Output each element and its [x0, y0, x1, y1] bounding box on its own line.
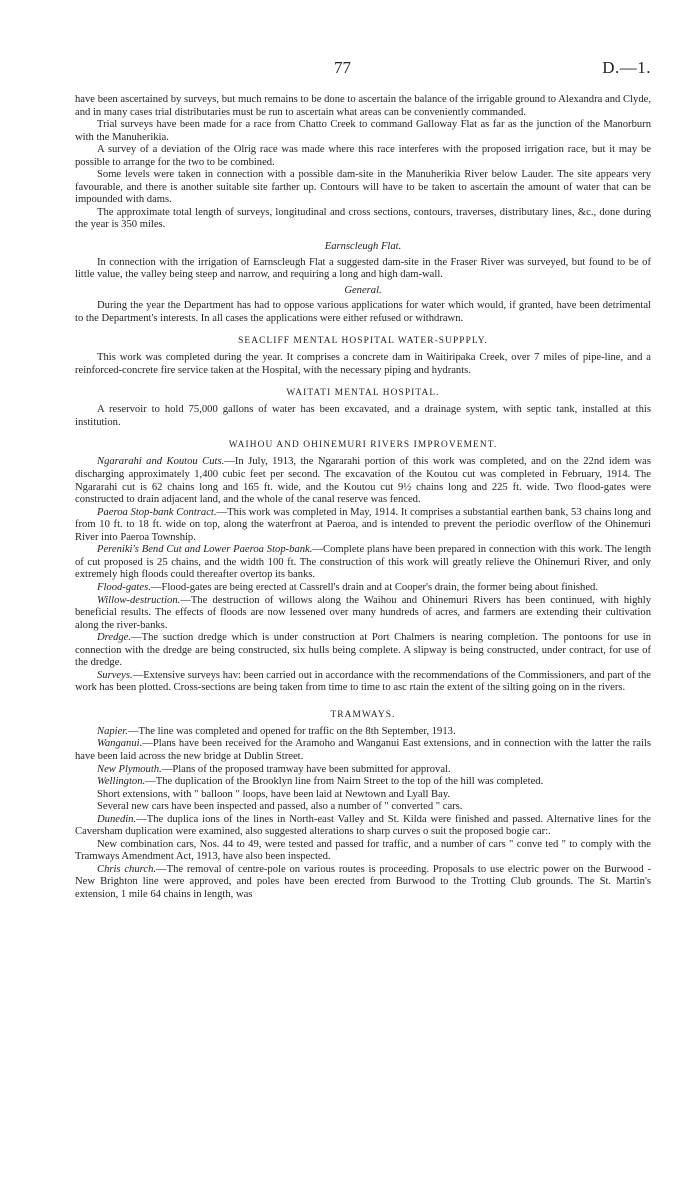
paragraph: [75, 726, 651, 739]
paragraph-lead: Pereniki's Bend Cut and Lower Paeroa Stop-bank.: [97, 544, 313, 556]
seacliff-section: [75, 335, 651, 377]
paragraph-text: —The line was completed and opened for traffic on the 8th September, 1913.: [127, 725, 456, 737]
paragraph-text: —The duplication of the Brooklyn line from Nairn Street to the top of the hill was completed.: [145, 776, 544, 788]
paragraph: [75, 764, 651, 777]
paragraph: [75, 814, 651, 839]
paragraph-text: New combination cars, Nos. 44 to 49, were tested and passed for traffic, and a number of cars " conve ted " to comply with the Tramways Amendment Act, 1913, have also been inspected.: [75, 838, 651, 863]
paragraph-lead: Wanganui.: [97, 738, 143, 750]
paragraph-text: —Complete plans have been prepared in connection with this work. The length of cut proposed is 25 chains, and the width 100 ft. The construction of this work will greatly relieve the Ohinemuri River, and only extremely high floods could thereafter overtop its banks.: [75, 544, 651, 581]
paragraph-text: —The removal of centre-pole on various routes is proceeding. Proposals to use electric power on the Burwood - New Brighton line were approved, and poles have been erected from Burwood to the Trotting Club grounds. The St. Martin's extension, 1 mile 64 chains in length, was: [75, 863, 652, 900]
paragraph: [75, 789, 651, 802]
paragraph: [75, 456, 651, 506]
paragraph: A reservoir to hold 75,000 gallons of water has been excavated, and a drainage system, with septic tank, installed at this institution.: [75, 404, 651, 428]
tramways-section: [75, 709, 651, 902]
paragraph-text: Short extensions, with " balloon " loops, have been laid at Newtown and Lyall Bay.: [97, 788, 451, 800]
paragraph: A survey of a deviation of the Olrig race was made where this race interferes with the proposed irrigation race, but it may be possible to arrange for the two to be combined.: [75, 144, 651, 168]
paragraph-lead: Dredge.: [97, 632, 132, 644]
paragraph-text: —The destruction of willows along the Waihou and Ohinemuri Rivers has been continued, with highly beneficial results. The effects of floods are now lessened over many hundreds of acres, and farmers are extending their cultivation along the river-banks.: [75, 594, 651, 631]
paragraph-lead: Chris church.: [97, 863, 157, 875]
paragraph: [75, 801, 651, 814]
paragraph-text: —This work was completed in May, 1914. It comprises a substantial earthen bank, 53 chains long and from 10 ft. to 18 ft. wide on top, along the waterfront at Paeroa, and is intended to prevent the periodic overflow of the Ohinemuri River into Paeroa Township.: [75, 506, 651, 543]
paragraph: [75, 507, 651, 545]
paragraph: [75, 582, 651, 595]
paragraph: In connection with the irrigation of Earnscleugh Flat a suggested dam-site in the Fraser River was surveyed, but found to be of little value, the valley being steep and narrow, and requiring a long and high dam-wall.: [75, 256, 651, 281]
document-reference: D.—1.: [602, 58, 651, 77]
page-header: [75, 58, 651, 88]
waitati-section: [75, 387, 651, 429]
paragraph: During the year the Department has had to oppose various applications for water which would, if granted, have been detrimental to the Department's interests. In all cases the applications were either refused or withdrawn.: [75, 300, 651, 324]
paragraph-lead: Willow-destruction.: [97, 594, 181, 606]
paragraph-lead: Dunedin.: [97, 813, 137, 825]
paragraph-text: —Plans have been received for the Aramoho and Wanganui East extensions, and in connection with the latter the rails have been laid across the new bridge at Dublin Street.: [75, 738, 651, 762]
paragraph: have been ascertained by surveys, but much remains to be done to ascertain the balance of the irrigable ground to Alexandra and Clyde, and in many cases trial distributaries must be run to ascertain what areas can be conveniently commanded.: [75, 94, 651, 118]
subheading: General.: [344, 284, 382, 296]
paragraph-text: —In July, 1913, the Ngararahi portion of this work was completed, and on the 22nd idem was discharging approximately 1,400 cubic feet per second. The excavation of the Koutou cut was completed in February, 1914. The Ngararahi cut is 62 chains long and 165 ft. wide, and the Koutou cut 9½ chains long and 225 ft. wide. Two flood-gates were constructed to drain adjacent land, and the whole of the canal reserve was fenced.: [75, 456, 651, 506]
section-heading: WAITATI MENTAL HOSPITAL.: [286, 388, 440, 399]
paragraph: [75, 670, 651, 695]
paragraph-lead: Paeroa Stop-bank Contract.: [97, 506, 217, 518]
paragraph: [75, 738, 651, 763]
section-heading: TRAMWAYS.: [330, 709, 396, 720]
earnscleugh-section: [75, 241, 651, 282]
paragraph: Some levels were taken in connection with a possible dam-site in the Manuherikia River below Lauder. The site appears very favourable, and there is another suitable site farther up. Contours will have to be taken to ascertain the amount of water that can be impounded with dams.: [75, 169, 651, 206]
paragraph-text: —Plans of the proposed tramway have been submitted for approval.: [161, 763, 451, 775]
paragraph-text: —Extensive surveys hav: been carried out in accordance with the recommendations of the Commissioners, and part of the work has been plotted. Cross-sections are being taken from time to time to asc rtain the extent of the silting going on in the rivers.: [75, 669, 651, 694]
paragraph: This work was completed during the year. It comprises a concrete dam in Waitiripaka Creek, over 7 miles of pipe-line, and a reinforced-concrete fire service taken at the Hospital, with the necessary piping and hydrants.: [75, 352, 651, 376]
paragraph-text: —Flood-gates are being erected at Cassrell's drain and at Cooper's drain, the former being about finished.: [150, 581, 598, 593]
paragraph-lead: New Plymouth.: [97, 763, 162, 775]
paragraph-lead: Napier.: [97, 725, 128, 737]
paragraph: [75, 595, 651, 633]
page-number: 77: [334, 58, 351, 77]
paragraph: The approximate total length of surveys, longitudinal and cross sections, contours, traverses, distributary lines, &c., done during the year is 350 miles.: [75, 206, 651, 231]
paragraph: [75, 864, 651, 902]
paragraph: [75, 776, 651, 789]
section-heading: SEACLIFF MENTAL HOSPITAL WATER-SUPPPLY.: [238, 336, 488, 347]
general-section: [75, 285, 651, 326]
paragraph: Trial surveys have been made for a race from Chatto Creek to command Galloway Flat as far as the junction of the Manorburn with the Manuherikia.: [75, 119, 651, 143]
paragraph-lead: Wellington.: [97, 776, 146, 788]
waihou-section: [75, 439, 651, 694]
document-page: [75, 58, 651, 902]
paragraph-lead: Ngararahi and Koutou Cuts.: [97, 456, 225, 468]
intro-section: [75, 94, 651, 232]
subheading: Earnscleugh Flat.: [324, 241, 402, 253]
paragraph: [75, 839, 651, 864]
paragraph-text: —The suction dredge which is under construction at Port Chalmers is nearing completion. The pontoons for use in connection with the dredge are being constructed, six hulls being complete. A slipway is being constructed, under contract, for use of the dredge.: [75, 632, 651, 669]
paragraph-text: Several new cars have been inspected and passed, also a number of " converted " cars.: [97, 801, 463, 813]
section-heading: WAIHOU AND OHINEMURI RIVERS IMPROVEMENT.: [228, 440, 498, 451]
paragraph: [75, 544, 651, 582]
paragraph-lead: Surveys.: [97, 669, 133, 681]
paragraph-text: —The duplica ions of the lines in North-east Valley and St. Kilda were finished and passed. Alternative lines for the Caversham duplication were examined, also suggested alterations to sharp curves o suit the proposed bogie car:.: [75, 813, 651, 838]
paragraph-lead: Flood-gates.: [97, 581, 151, 593]
paragraph: [75, 632, 651, 670]
